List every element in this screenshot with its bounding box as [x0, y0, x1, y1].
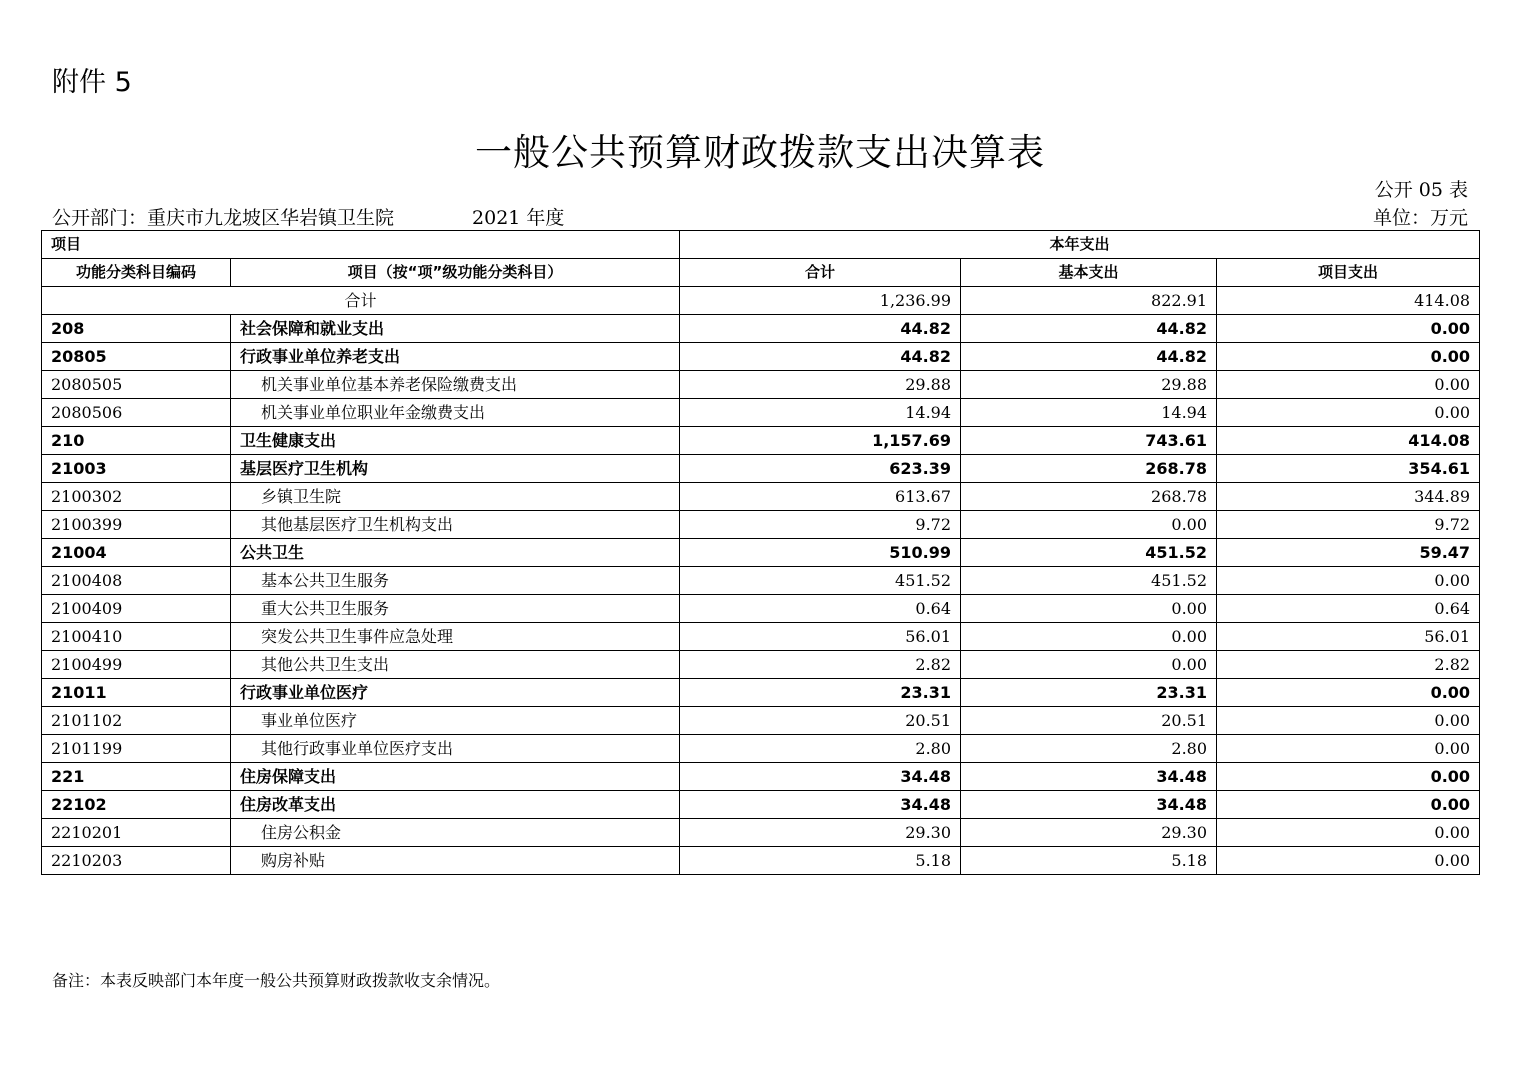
- row-basic: 0.00: [961, 511, 1217, 539]
- total-label: 合计: [42, 287, 680, 315]
- row-name: 行政事业单位医疗: [231, 679, 680, 707]
- row-name: 事业单位医疗: [231, 707, 680, 735]
- row-basic: 34.48: [961, 791, 1217, 819]
- row-project: 0.00: [1217, 567, 1480, 595]
- row-code: 2100302: [42, 483, 231, 511]
- row-project: 0.64: [1217, 595, 1480, 623]
- total-project: 414.08: [1217, 287, 1480, 315]
- table-row: [42, 595, 1480, 623]
- row-code: 2100410: [42, 623, 231, 651]
- table-row: [42, 455, 1480, 483]
- row-project: 0.00: [1217, 763, 1480, 791]
- row-code: 22102: [42, 791, 231, 819]
- row-project: 0.00: [1217, 791, 1480, 819]
- row-total: 44.82: [680, 343, 961, 371]
- table-row: [42, 623, 1480, 651]
- table-row: [42, 707, 1480, 735]
- table-row: [42, 511, 1480, 539]
- row-total: 29.30: [680, 819, 961, 847]
- row-name: 社会保障和就业支出: [231, 315, 680, 343]
- row-project: 414.08: [1217, 427, 1480, 455]
- unit-label: 单位：万元: [1372, 207, 1468, 229]
- table-row: [42, 315, 1480, 343]
- row-code: 2210201: [42, 819, 231, 847]
- row-basic: 44.82: [961, 315, 1217, 343]
- expenditure-table: [41, 230, 1480, 875]
- row-project: 0.00: [1217, 371, 1480, 399]
- row-basic: 34.48: [961, 763, 1217, 791]
- row-project: 0.00: [1217, 343, 1480, 371]
- row-basic: 14.94: [961, 399, 1217, 427]
- table-row: [42, 427, 1480, 455]
- row-name: 住房保障支出: [231, 763, 680, 791]
- row-code: 20805: [42, 343, 231, 371]
- header-name: 项目（按“项”级功能分类科目）: [231, 259, 680, 287]
- table-row: [42, 343, 1480, 371]
- row-code: 21011: [42, 679, 231, 707]
- row-code: 2080506: [42, 399, 231, 427]
- row-basic: 29.88: [961, 371, 1217, 399]
- header-current-year: 本年支出: [680, 231, 1480, 259]
- table-row: [42, 819, 1480, 847]
- row-code: 2100399: [42, 511, 231, 539]
- row-basic: 268.78: [961, 483, 1217, 511]
- department-name: 公开部门：重庆市九龙坡区华岩镇卫生院: [52, 207, 395, 229]
- header-basic: 基本支出: [961, 259, 1217, 287]
- header-total: 合计: [680, 259, 961, 287]
- department-line: [52, 203, 564, 230]
- row-total: 29.88: [680, 371, 961, 399]
- total-total: 1,236.99: [680, 287, 961, 315]
- row-basic: 451.52: [961, 539, 1217, 567]
- row-project: 56.01: [1217, 623, 1480, 651]
- row-total: 1,157.69: [680, 427, 961, 455]
- row-total: 2.82: [680, 651, 961, 679]
- row-total: 510.99: [680, 539, 961, 567]
- row-total: 5.18: [680, 847, 961, 875]
- row-name: 其他公共卫生支出: [231, 651, 680, 679]
- row-basic: 2.80: [961, 735, 1217, 763]
- row-total: 2.80: [680, 735, 961, 763]
- table-number: 公开 05 表: [1374, 179, 1468, 201]
- row-code: 2101199: [42, 735, 231, 763]
- row-name: 基本公共卫生服务: [231, 567, 680, 595]
- row-project: 0.00: [1217, 315, 1480, 343]
- row-code: 2100408: [42, 567, 231, 595]
- row-basic: 0.00: [961, 651, 1217, 679]
- row-project: 0.00: [1217, 735, 1480, 763]
- row-total: 451.52: [680, 567, 961, 595]
- row-total: 14.94: [680, 399, 961, 427]
- header-row-2: [42, 259, 1480, 287]
- row-code: 21004: [42, 539, 231, 567]
- row-total: 23.31: [680, 679, 961, 707]
- row-code: 221: [42, 763, 231, 791]
- row-code: 210: [42, 427, 231, 455]
- row-total: 44.82: [680, 315, 961, 343]
- row-basic: 0.00: [961, 623, 1217, 651]
- table-row: [42, 679, 1480, 707]
- row-basic: 20.51: [961, 707, 1217, 735]
- row-basic: 5.18: [961, 847, 1217, 875]
- total-row: [42, 287, 1480, 315]
- row-name: 突发公共卫生事件应急处理: [231, 623, 680, 651]
- total-basic: 822.91: [961, 287, 1217, 315]
- row-name: 住房改革支出: [231, 791, 680, 819]
- table-row: [42, 371, 1480, 399]
- row-name: 其他基层医疗卫生机构支出: [231, 511, 680, 539]
- row-name: 机关事业单位基本养老保险缴费支出: [231, 371, 680, 399]
- table-row: [42, 735, 1480, 763]
- header-project: 项目支出: [1217, 259, 1480, 287]
- table-row: [42, 483, 1480, 511]
- row-project: 2.82: [1217, 651, 1480, 679]
- row-total: 56.01: [680, 623, 961, 651]
- row-name: 重大公共卫生服务: [231, 595, 680, 623]
- row-name: 卫生健康支出: [231, 427, 680, 455]
- header-row-1: [42, 231, 1480, 259]
- footnote: 备注：本表反映部门本年度一般公共预算财政拨款收支余情况。: [52, 971, 501, 990]
- row-total: 34.48: [680, 791, 961, 819]
- row-code: 21003: [42, 455, 231, 483]
- row-name: 机关事业单位职业年金缴费支出: [231, 399, 680, 427]
- row-name: 购房补贴: [231, 847, 680, 875]
- row-total: 9.72: [680, 511, 961, 539]
- row-code: 208: [42, 315, 231, 343]
- row-project: 354.61: [1217, 455, 1480, 483]
- row-basic: 451.52: [961, 567, 1217, 595]
- table-row: [42, 539, 1480, 567]
- table-row: [42, 399, 1480, 427]
- row-basic: 268.78: [961, 455, 1217, 483]
- table-row: [42, 651, 1480, 679]
- row-total: 623.39: [680, 455, 961, 483]
- row-project: 9.72: [1217, 511, 1480, 539]
- row-code: 2100499: [42, 651, 231, 679]
- row-name: 行政事业单位养老支出: [231, 343, 680, 371]
- row-name: 住房公积金: [231, 819, 680, 847]
- table-row: [42, 791, 1480, 819]
- row-project: 0.00: [1217, 847, 1480, 875]
- row-basic: 743.61: [961, 427, 1217, 455]
- row-basic: 23.31: [961, 679, 1217, 707]
- row-total: 34.48: [680, 763, 961, 791]
- row-name: 公共卫生: [231, 539, 680, 567]
- row-code: 2101102: [42, 707, 231, 735]
- row-code: 2100409: [42, 595, 231, 623]
- attachment-label: 附件 5: [52, 67, 132, 98]
- table-row: [42, 763, 1480, 791]
- row-basic: 0.00: [961, 595, 1217, 623]
- row-total: 613.67: [680, 483, 961, 511]
- row-project: 59.47: [1217, 539, 1480, 567]
- row-name: 乡镇卫生院: [231, 483, 680, 511]
- row-project: 0.00: [1217, 707, 1480, 735]
- row-code: 2080505: [42, 371, 231, 399]
- row-project: 0.00: [1217, 819, 1480, 847]
- row-project: 0.00: [1217, 679, 1480, 707]
- row-name: 基层医疗卫生机构: [231, 455, 680, 483]
- table-row: [42, 847, 1480, 875]
- page-title: 一般公共预算财政拨款支出决算表: [475, 131, 1045, 174]
- row-total: 20.51: [680, 707, 961, 735]
- header-code: 功能分类科目编码: [42, 259, 231, 287]
- row-total: 0.64: [680, 595, 961, 623]
- row-project: 344.89: [1217, 483, 1480, 511]
- row-basic: 29.30: [961, 819, 1217, 847]
- row-basic: 44.82: [961, 343, 1217, 371]
- row-project: 0.00: [1217, 399, 1480, 427]
- header-item: 项目: [42, 231, 680, 259]
- fiscal-year: 2021 年度: [472, 207, 565, 229]
- table-row: [42, 567, 1480, 595]
- row-name: 其他行政事业单位医疗支出: [231, 735, 680, 763]
- row-code: 2210203: [42, 847, 231, 875]
